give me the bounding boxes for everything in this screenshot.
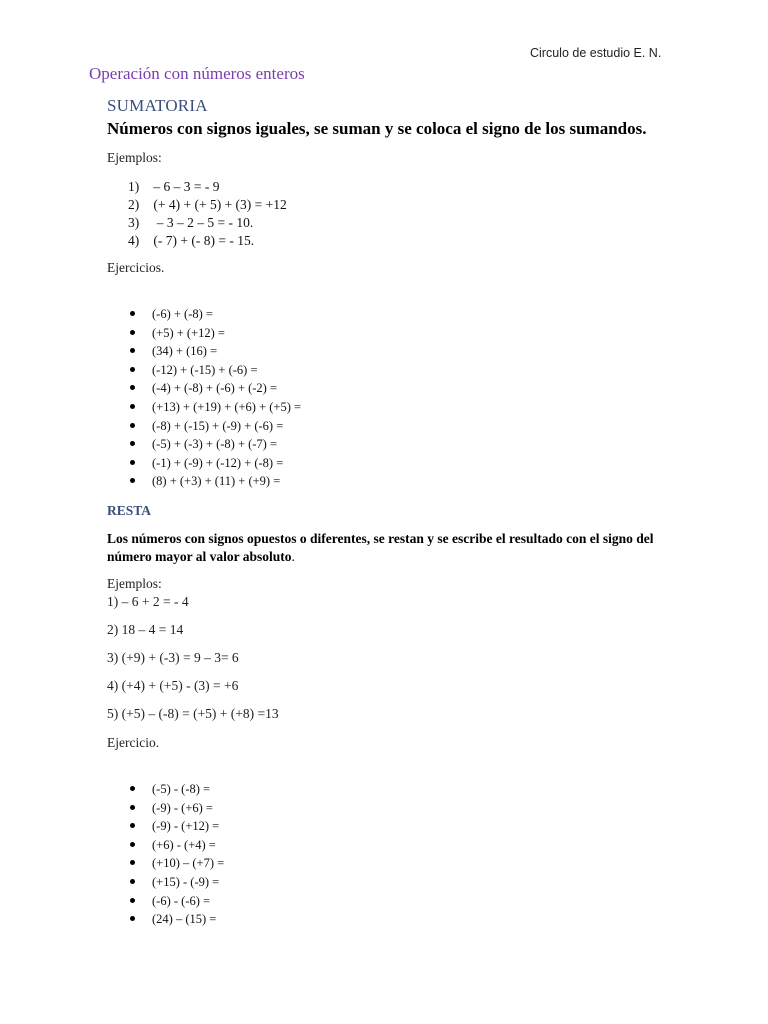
bullet-icon [130,842,135,847]
sumatoria-exercises-list [130,305,301,491]
bullet-icon [130,860,135,865]
resta-exercises-label: Ejercicio. [107,735,160,750]
bullet-icon [130,330,135,335]
list-item: (-5) - (-8) = [130,780,224,799]
bullet-icon [130,441,135,446]
bullet-icon [130,898,135,903]
bullet-icon [130,367,135,372]
list-item: (-8) + (-15) + (-9) + (-6) = [130,417,301,436]
resta-exercises-list [130,780,224,929]
sumatoria-heading: SUMATORIA [107,96,208,115]
bullet-icon [130,460,135,465]
resta-example-1: 1) – 6 + 2 = - 4 [107,594,189,609]
bullet-icon [130,478,135,483]
list-item: (-9) - (+12) = [130,817,224,836]
header-note: Circulo de estudio E. N. [530,46,662,60]
resta-example-4: 4) (+4) + (+5) - (3) = +6 [107,678,239,693]
sumatoria-examples-list [128,178,287,250]
resta-example-2: 2) 18 – 4 = 14 [107,622,184,637]
list-item: (+5) + (+12) = [130,324,301,343]
document-title: Operación con números enteros [89,64,305,83]
list-item: 1) – 6 – 3 = - 9 [128,179,220,194]
list-item: (8) + (+3) + (11) + (+9) = [130,472,301,491]
bullet-icon [130,916,135,921]
sumatoria-exercises-label: Ejercicios. [107,260,165,275]
bullet-icon [130,385,135,390]
bullet-icon [130,348,135,353]
sumatoria-examples-label: Ejemplos: [107,150,162,165]
list-item: (-9) - (+6) = [130,799,224,818]
list-item: (-1) + (-9) + (-12) + (-8) = [130,454,301,473]
bullet-icon [130,786,135,791]
list-item: (+6) - (+4) = [130,836,224,855]
list-item: (-5) + (-3) + (-8) + (-7) = [130,435,301,454]
bullet-icon [130,311,135,316]
list-item: (-6) - (-6) = [130,892,224,911]
bullet-icon [130,823,135,828]
list-item: 3) – 3 – 2 – 5 = - 10. [128,215,254,230]
resta-heading: RESTA [107,503,152,518]
list-item: (+13) + (+19) + (+6) + (+5) = [130,398,301,417]
list-item: (-4) + (-8) + (-6) + (-2) = [130,379,301,398]
list-item: (+10) – (+7) = [130,854,224,873]
bullet-icon [130,879,135,884]
resta-rule: Los números con signos opuestos o diferentes, se restan y se escribe el resultado con el signo del número mayor al valor absoluto. [107,531,654,564]
bullet-icon [130,805,135,810]
bullet-icon [130,404,135,409]
sumatoria-rule: Números con signos iguales, se suman y se coloca el signo de los sumandos. [107,119,647,138]
resta-examples-label: Ejemplos: [107,576,162,591]
resta-example-5: 5) (+5) – (-8) = (+5) + (+8) =13 [107,706,279,721]
resta-example-3: 3) (+9) + (-3) = 9 – 3= 6 [107,650,239,665]
list-item: 2) (+ 4) + (+ 5) + (3) = +12 [128,197,287,212]
list-item: (+15) - (-9) = [130,873,224,892]
list-item: (-12) + (-15) + (-6) = [130,361,301,380]
list-item: 4) (- 7) + (- 8) = - 15. [128,233,255,248]
list-item: (34) + (16) = [130,342,301,361]
list-item: (24) – (15) = [130,910,224,929]
list-item: (-6) + (-8) = [130,305,301,324]
bullet-icon [130,423,135,428]
